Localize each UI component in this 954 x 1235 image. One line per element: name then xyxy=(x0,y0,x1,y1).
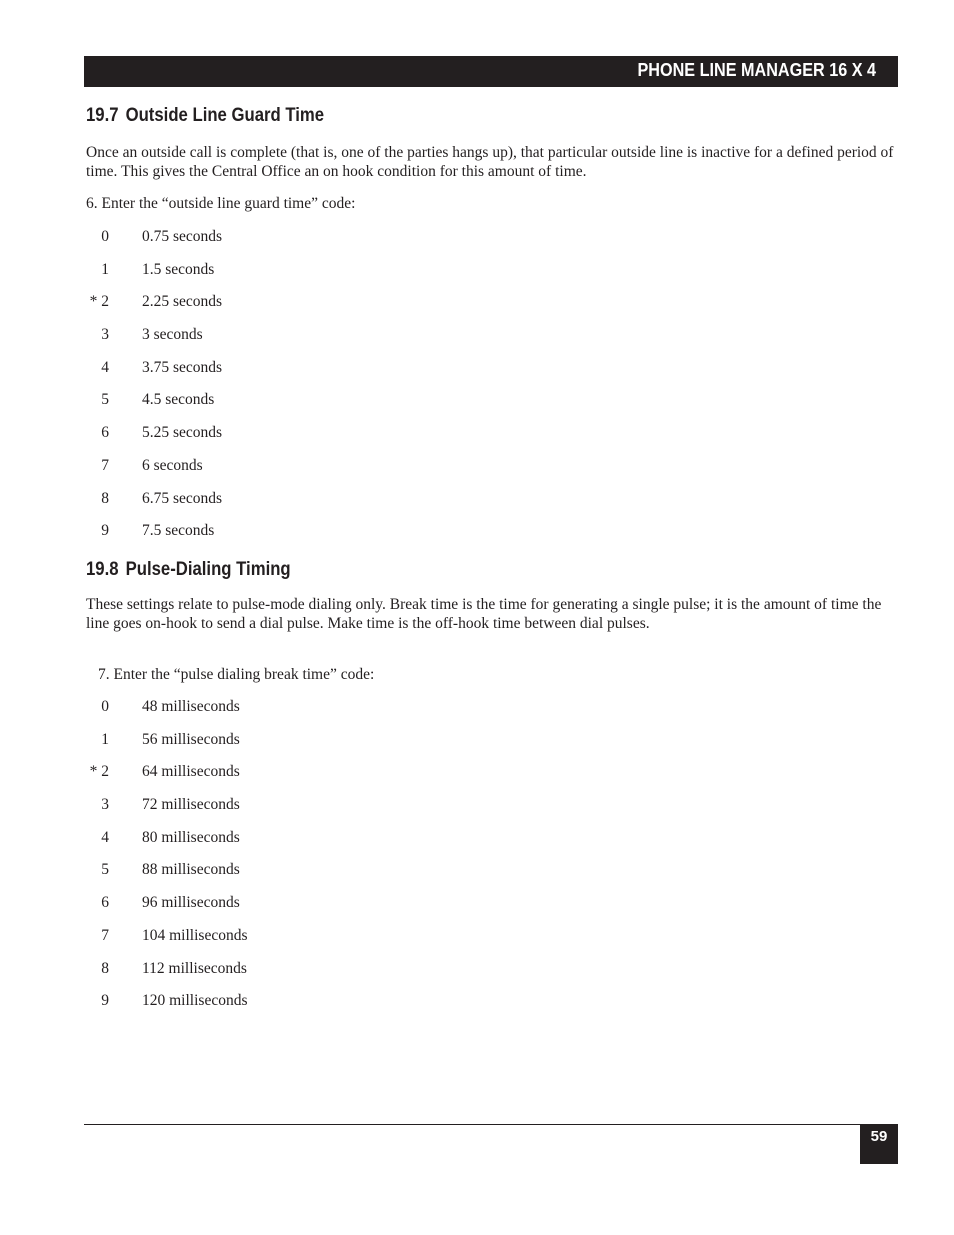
option-label: 64 milliseconds xyxy=(142,763,240,781)
guard-time-option-row xyxy=(86,358,386,391)
section-19-8-number: 19.8 xyxy=(86,559,119,580)
guard-time-option-row xyxy=(86,325,386,358)
option-label: 6.75 seconds xyxy=(142,489,223,507)
option-label: 1.5 seconds xyxy=(142,260,215,278)
section-19-8-title: Pulse-Dialing Timing xyxy=(125,559,291,580)
option-label: 6 seconds xyxy=(142,456,203,474)
option-code: 1 xyxy=(101,260,109,278)
guard-time-option-row xyxy=(86,227,386,260)
guard-time-option-row xyxy=(86,521,386,554)
option-label: 112 milliseconds xyxy=(142,959,247,977)
pulse-break-option-row xyxy=(86,795,386,828)
section-19-8-paragraph: These settings relate to pulse-mode dialing only. Break time is the time for generating a single pulse; it is the amount of time the line goes on-hook to send a dial pulse. Make time is the off-hook time between dial pulses. xyxy=(86,596,882,632)
section-19-7-heading xyxy=(86,105,324,127)
guard-time-options xyxy=(86,227,386,554)
option-label: 2.25 seconds xyxy=(142,293,223,311)
option-code: 6 xyxy=(101,424,109,442)
option-code: 7 xyxy=(101,456,109,474)
option-label: 96 milliseconds xyxy=(142,894,240,912)
footer-rule xyxy=(84,1124,898,1125)
option-code: 8 xyxy=(101,959,109,977)
option-label: 88 milliseconds xyxy=(142,861,240,879)
guard-time-option-row xyxy=(86,456,386,489)
running-header-title: PHONE LINE MANAGER 16 X 4 xyxy=(637,60,876,80)
section-19-7-paragraph: Once an outside call is complete (that is, one of the parties hangs up), that particular outside line is inactive for a defined period of time. This gives the Central Office an on hook condition for this amount of time. xyxy=(86,144,894,180)
option-code: 0 xyxy=(101,698,109,715)
guard-time-option-row xyxy=(86,489,386,522)
pulse-break-option-row xyxy=(86,860,386,893)
option-label: 7.5 seconds xyxy=(142,522,215,540)
option-code: 0 xyxy=(101,228,109,245)
option-code: 7 xyxy=(101,926,109,944)
option-label: 104 milliseconds xyxy=(142,926,248,944)
pulse-break-option-row xyxy=(86,991,386,1024)
option-code: 1 xyxy=(101,730,109,748)
option-label: 3.75 seconds xyxy=(142,358,223,376)
option-label: 120 milliseconds xyxy=(142,992,248,1010)
guard-time-option-row xyxy=(86,260,386,293)
option-code: 3 xyxy=(101,326,109,344)
section-19-7-number: 19.7 xyxy=(86,105,119,126)
guard-time-option-row xyxy=(86,292,386,325)
option-label: 48 milliseconds xyxy=(142,698,240,715)
option-code-default: * 2 xyxy=(89,293,109,311)
pulse-break-option-row xyxy=(86,926,386,959)
option-label: 80 milliseconds xyxy=(142,828,240,846)
guard-time-option-row xyxy=(86,390,386,423)
option-label: 3 seconds xyxy=(142,326,203,344)
page-number: 59 xyxy=(870,1128,888,1145)
guard-time-option-row xyxy=(86,423,386,456)
option-label: 72 milliseconds xyxy=(142,796,240,814)
option-label: 5.25 seconds xyxy=(142,424,223,442)
option-label: 0.75 seconds xyxy=(142,228,223,245)
pulse-break-option-row xyxy=(86,959,386,992)
option-code: 6 xyxy=(101,894,109,912)
pulse-break-option-row xyxy=(86,828,386,861)
option-code: 5 xyxy=(101,391,109,409)
option-code: 9 xyxy=(101,992,109,1010)
option-code-default: * 2 xyxy=(89,763,109,781)
option-label: 4.5 seconds xyxy=(142,391,215,409)
option-code: 8 xyxy=(101,489,109,507)
option-label: 56 milliseconds xyxy=(142,730,240,748)
option-code: 4 xyxy=(101,828,109,846)
running-header-bar xyxy=(84,56,898,87)
page-number-box xyxy=(860,1124,898,1164)
section-19-8-step: 7. Enter the “pulse dialing break time” code: xyxy=(98,666,375,683)
section-19-8-heading xyxy=(86,559,291,581)
pulse-break-option-row xyxy=(86,893,386,926)
section-19-7-step: 6. Enter the “outside line guard time” code: xyxy=(86,195,356,212)
option-code: 9 xyxy=(101,522,109,540)
section-19-7-title: Outside Line Guard Time xyxy=(125,105,325,126)
pulse-break-time-options xyxy=(86,697,386,1024)
option-code: 5 xyxy=(101,861,109,879)
pulse-break-option-row xyxy=(86,730,386,763)
option-code: 4 xyxy=(101,358,109,376)
option-code: 3 xyxy=(101,796,109,814)
pulse-break-option-row xyxy=(86,697,386,730)
pulse-break-option-row xyxy=(86,762,386,795)
